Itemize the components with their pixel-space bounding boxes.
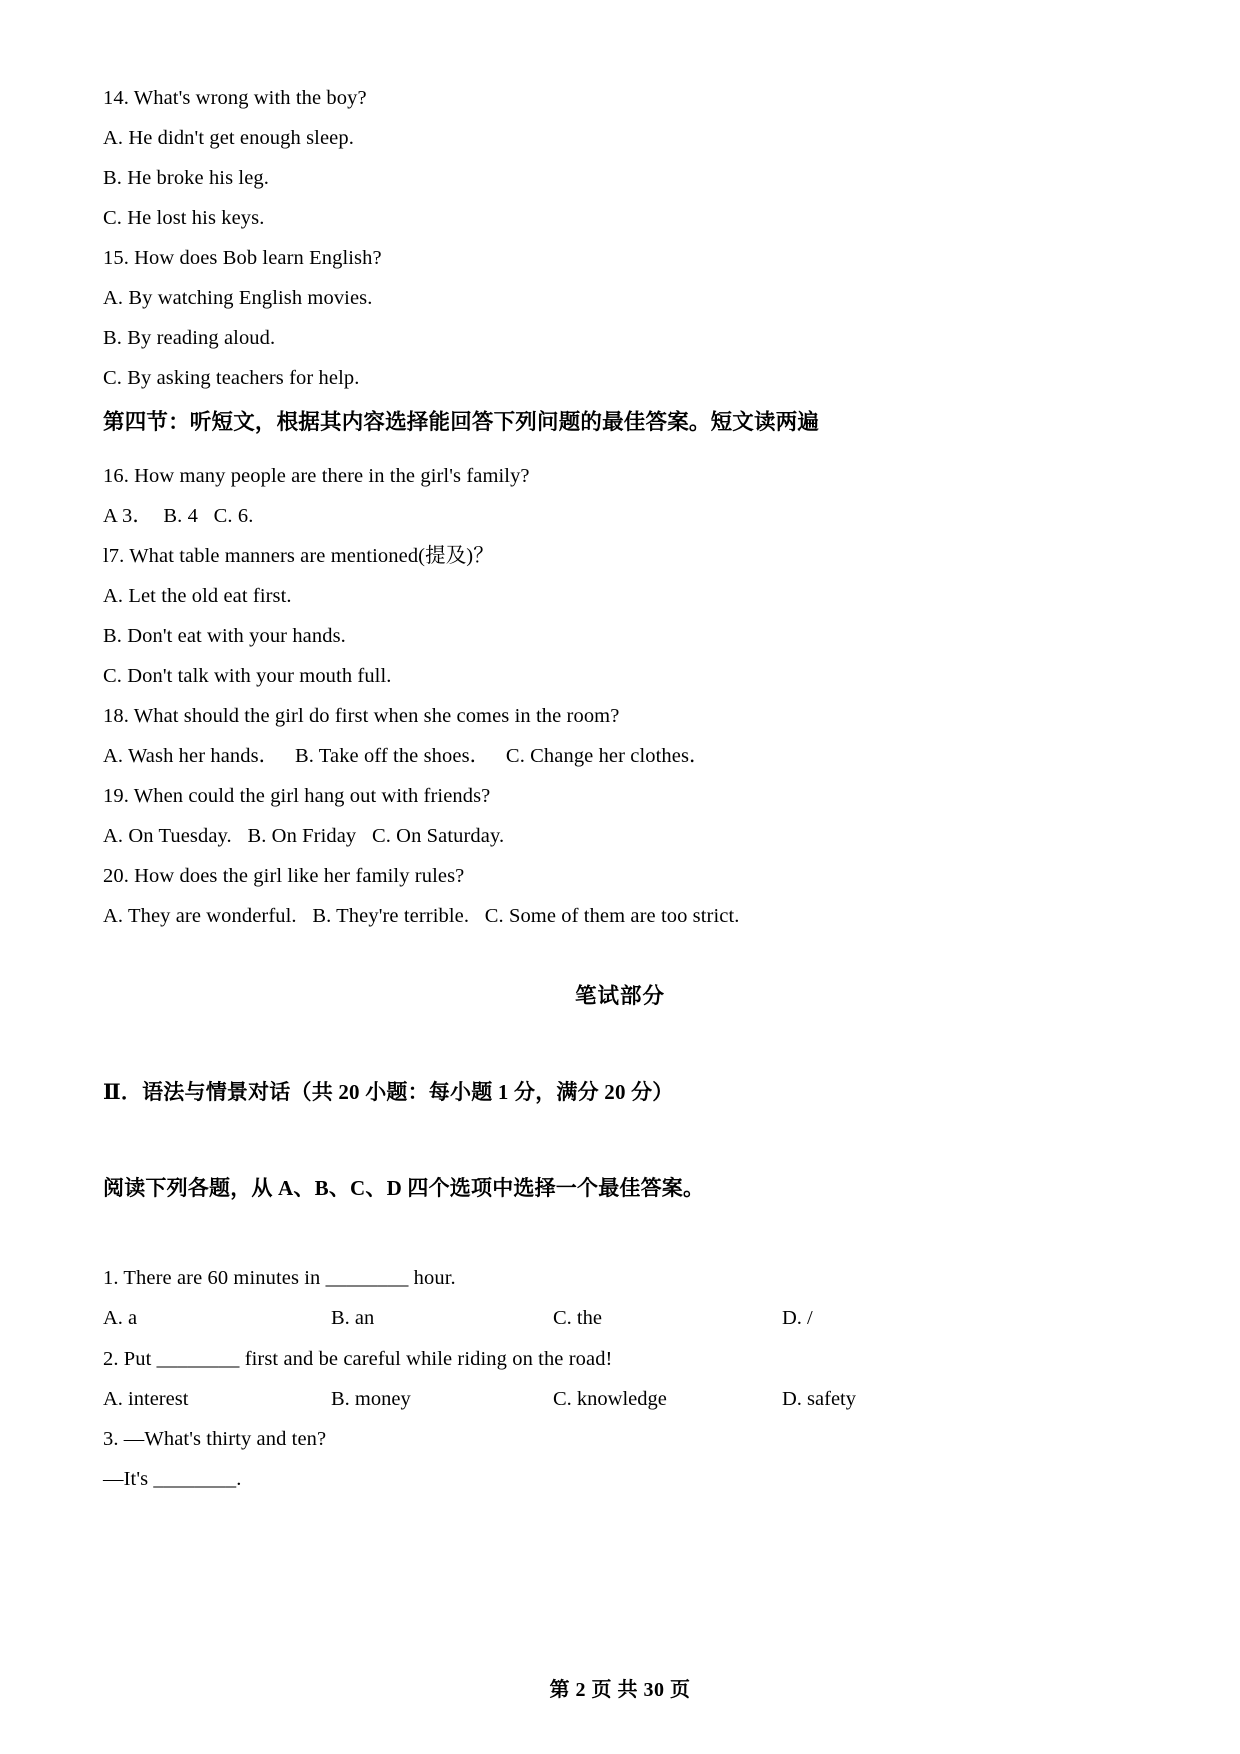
question-stem: 3. —What's thirty and ten? <box>103 1428 327 1450</box>
question-options-inline: A. On Tuesday. B. On Friday C. On Saturday. <box>103 825 505 847</box>
question-stem: 18. What should the girl do first when she comes in the room? <box>103 705 620 727</box>
spacer <box>103 1010 1137 1054</box>
spacer <box>103 1150 1137 1172</box>
spacer <box>103 1202 1137 1246</box>
question-option: C. the <box>553 1307 602 1329</box>
spacer <box>103 946 1137 979</box>
question-stem: 19. When could the girl hang out with friends? <box>103 785 491 807</box>
question-options-row <box>103 1389 1137 1410</box>
question-option: A. Let the old eat first. <box>103 585 292 607</box>
question-option: A. interest <box>103 1387 189 1410</box>
question-option: B. Don't eat with your hands. <box>103 625 346 647</box>
question-option: C. By asking teachers for help. <box>103 367 360 389</box>
spacer <box>103 1106 1137 1150</box>
question-stem: 16. How many people are there in the girl's family? <box>103 465 530 487</box>
question-stem: 14. What's wrong with the boy? <box>103 87 367 109</box>
question-option: D. safety <box>782 1387 857 1410</box>
question-stem: 15. How does Bob learn English? <box>103 247 382 269</box>
spacer <box>103 1246 1137 1268</box>
question-option: C. Don't talk with your mouth full. <box>103 665 392 687</box>
question-continuation: —It's ________. <box>103 1468 242 1490</box>
question-option: A. He didn't get enough sleep. <box>103 127 354 149</box>
question-options-inline: A. They are wonderful. B. They're terrible. C. Some of them are too strict. <box>103 905 740 927</box>
question-options-inline: A 3． B. 4 C. 6. <box>103 505 254 527</box>
question-options-inline: A. Wash her hands． B. Take off the shoes． C. Change her clothes． <box>103 745 710 767</box>
question-option: C. He lost his keys. <box>103 207 265 229</box>
section-two-heading: Ⅱ．语法与情景对话（共 20 小题：每小题 1 分，满分 20 分） <box>103 1080 674 1104</box>
question-stem: l7. What table manners are mentioned(提及)？ <box>103 545 494 567</box>
question-option: B. He broke his leg. <box>103 167 269 189</box>
spacer <box>103 1054 1137 1076</box>
question-stem: 2. Put ________ first and be careful while riding on the road! <box>103 1347 613 1370</box>
question-option: B. an <box>331 1307 375 1329</box>
question-option: B. money <box>331 1387 411 1410</box>
written-part-title: 笔试部分 <box>574 984 665 1008</box>
question-option: A. By watching English movies. <box>103 287 373 309</box>
question-option: C. knowledge <box>553 1387 667 1410</box>
question-option: D. / <box>782 1307 813 1329</box>
page-content <box>103 88 1137 1509</box>
written-part-instruction: 阅读下列各题，从 A、B、C、D 四个选项中选择一个最佳答案。 <box>103 1176 705 1200</box>
question-option: B. By reading aloud. <box>103 327 276 349</box>
question-stem: 20. How does the girl like her family rules? <box>103 865 465 887</box>
question-stem: 1. There are 60 minutes in ________ hour. <box>103 1267 456 1289</box>
question-options-row <box>103 1308 1137 1329</box>
page-footer: 第 2 页 共 30 页 <box>549 1679 691 1701</box>
question-option: A. a <box>103 1307 138 1329</box>
section-four-heading: 第四节：听短文，根据其内容选择能回答下列问题的最佳答案。短文读两遍 <box>103 409 820 434</box>
